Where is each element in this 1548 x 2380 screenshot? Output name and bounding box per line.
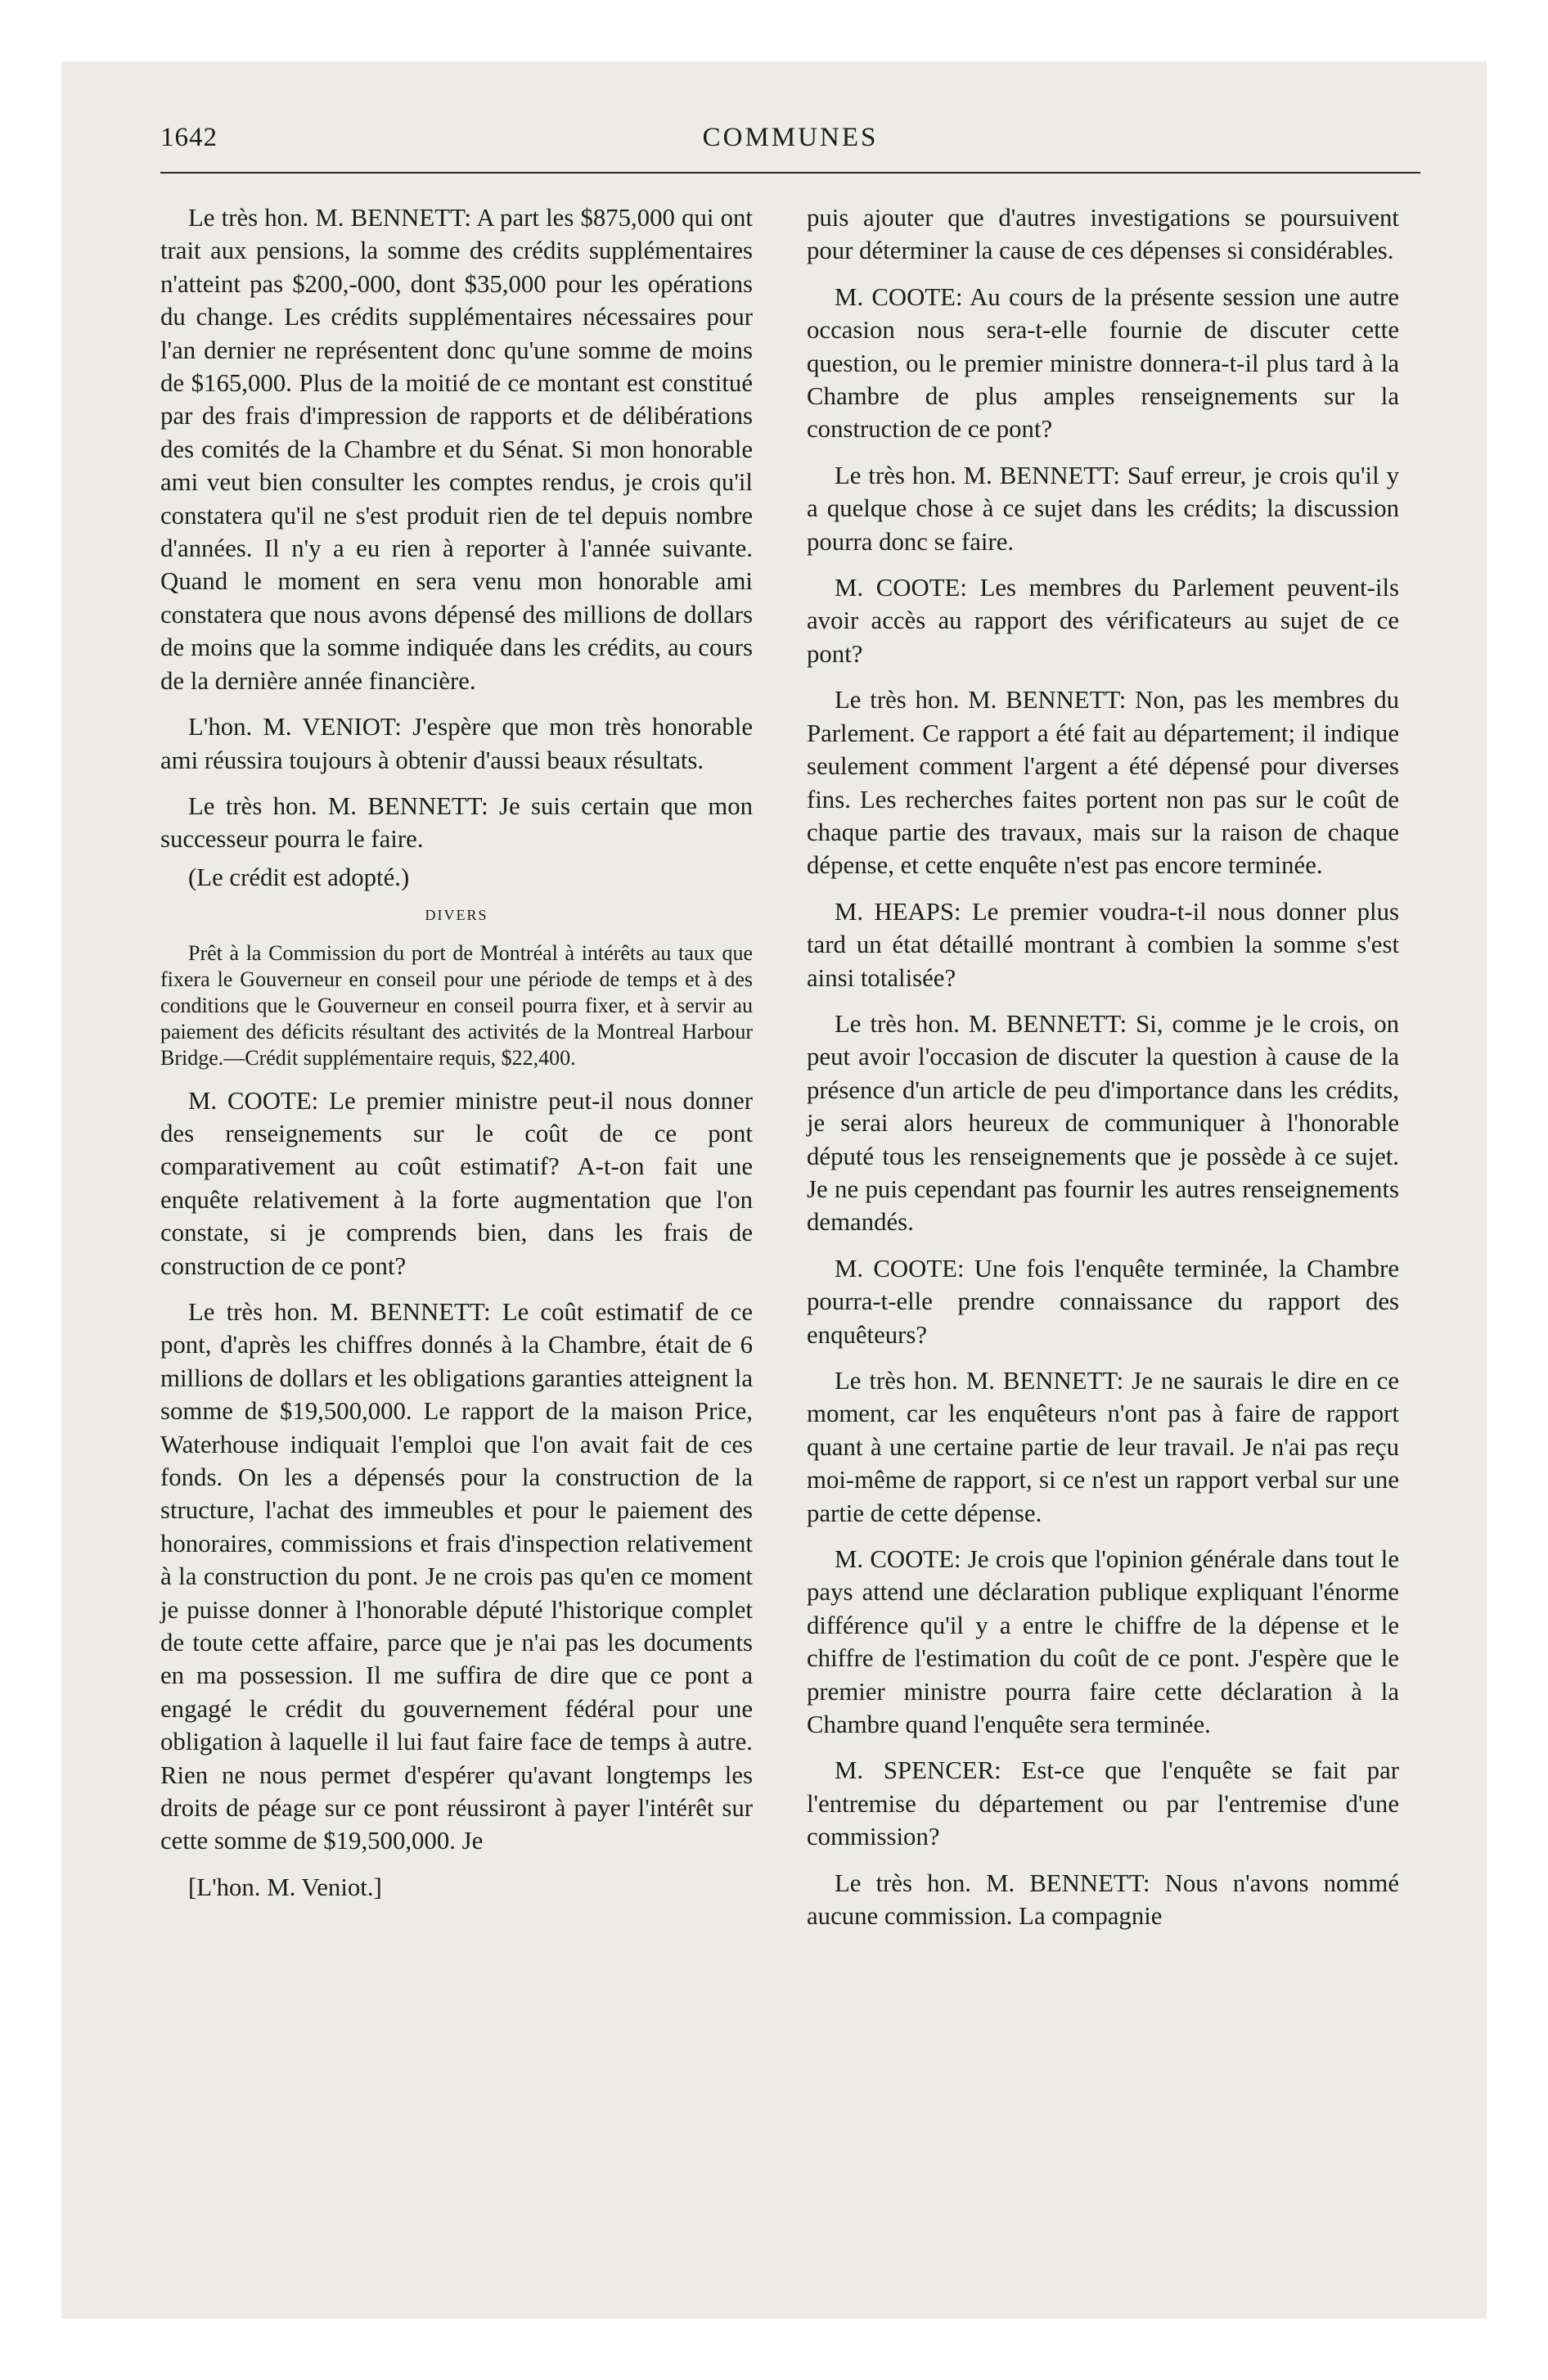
- paragraph-veniot-reply: L'hon. M. VENIOT: J'espère que mon très honorable ami réussira toujours à obtenir d'aussi beaux résultats.: [160, 713, 753, 774]
- paragraph-bennett-commission: Le très hon. M. BENNETT: Nous n'avons nommé aucune commission. La compagnie: [807, 1868, 1399, 1931]
- paragraph-bennett-sauf-erreur: Le très hon. M. BENNETT: Sauf erreur, je crois qu'il y a quelque chose à ce sujet dans les crédits; la discussion pourra donc se faire.: [807, 461, 1399, 556]
- paragraph-bennett-si-comme: Le très hon. M. BENNETT: Si, comme je le crois, on peut avoir l'occasion de discuter la question à cause de la présence d'un article de peu d'importance dans les crédits, je serai alors heureux de communiquer à l'honorable député tous les renseignements que je possède à ce sujet. Je ne puis cependant pas fournir les autres renseignements demandés.: [807, 1009, 1399, 1237]
- paragraph-bennett-ne-saurais: Le très hon. M. BENNETT: Je ne saurais le dire en ce moment, car les enquêteurs n'ont pas à faire de rapport quant à une certaine partie de leur travail. Je n'ai pas reçu moi-même de rapport, si ce n'est un rapport verbal sur une partie de cette dépense.: [807, 1367, 1399, 1527]
- paragraph-bennett-non: Le très hon. M. BENNETT: Non, pas les membres du Parlement. Ce rapport a été fait au département; il indique seulement comment l'argent a été dépensé pour diverses fins. Les recherches faites portent non pas sur le coût de chaque partie des travaux, mais sur la raison de chaque dépense, et cette enquête n'est pas encore terminée.: [807, 686, 1399, 880]
- folio-note: [L'hon. M. Veniot.]: [188, 1873, 382, 1901]
- paragraph-continuation: puis ajouter que d'autres investigations se poursuivent pour déterminer la cause de ces dépenses si considérables.: [807, 204, 1399, 265]
- paragraph-coote-members: M. COOTE: Les membres du Parlement peuvent-ils avoir accès au rapport des vérificateurs au sujet de ce pont?: [807, 574, 1399, 668]
- paragraph-coote-session: M. COOTE: Au cours de la présente session une autre occasion nous sera-t-elle fournie de discuter cette question, ou le premier ministre donnera-t-il plus tard à la Chambre de plus amples renseignements sur la construction de ce pont?: [807, 282, 1399, 444]
- paragraph-heaps-question: M. HEAPS: Le premier voudra-t-il nous donner plus tard un état détaillé montrant à combien la somme s'est ainsi totalisée?: [807, 897, 1399, 992]
- paragraph-coote-enquete: M. COOTE: Une fois l'enquête terminée, la Chambre pourra-t-elle prendre connaissance du rapport des enquêteurs?: [807, 1254, 1399, 1349]
- right-column: [807, 201, 1399, 1946]
- page-number: 1642: [160, 123, 218, 152]
- section-heading-divers: DIVERS: [425, 907, 488, 924]
- paragraph-credit-adopted: (Le crédit est adopté.): [188, 863, 410, 891]
- running-head: COMMUNES: [702, 123, 879, 152]
- supply-item-montreal-harbour: Prêt à la Commission du port de Montréal à intérêts au taux que fixera le Gouverneur en conseil pour une période de temps et à des conditions que le Gouverneur en conseil pourra fixer, et à servir au paiement des déficits résultant des activités de la Montreal Harbour Bridge.—Crédit supplémentaire requis, $22,400.: [160, 940, 753, 1070]
- paragraph-bennett-pensions: Le très hon. M. BENNETT: A part les $875,000 qui ont trait aux pensions, la somme des crédits supplémentaires n'atteint pas $200,-000, dont $35,000 pour les opérations du change. Les crédits supplémentaires nécessaires pour l'an dernier ne représentent donc qu'une somme de moins de $165,000. Plus de la moitié de ce montant est constitué par des frais d'impression de rapports et de délibérations des comités de la Chambre et du Sénat. Si mon honorable ami veut bien consulter les comptes rendus, je crois qu'il constatera qu'il ne s'est produit rien de tel depuis nombre d'années. Il n'y a eu rien à reporter à l'année suivante. Quand le moment en sera venu mon honorable ami constatera que nous avons dépensé des millions de dollars de moins que la somme indiquée dans les crédits, au cours de la dernière année financière.: [160, 204, 753, 695]
- hansard-page: [160, 123, 1420, 2275]
- left-column: [160, 201, 753, 1917]
- paragraph-coote-question: M. COOTE: Le premier ministre peut-il nous donner des renseignements sur le coût de ce pont comparativement au coût estimatif? A-t-on fait une enquête relativement à la forte augmentation que l'on constate, si je comprends bien, dans les frais de construction de ce pont?: [160, 1086, 753, 1280]
- paragraph-bennett-bridge-cost: Le très hon. M. BENNETT: Le coût estimatif de ce pont, d'après les chiffres donnés à la Chambre, était de 6 millions de dollars et les obligations garanties atteignent la somme de $19,500,000. Le rapport de la maison Price, Waterhouse indiquait l'emploi que l'on avait fait de ces fonds. On les a dépensés pour la construction de la structure, l'achat des immeubles et pour le paiement des honoraires, commissions et frais d'inspection relativement à la construction du pont. Je ne crois pas qu'en ce moment je puisse donner à l'honorable député l'historique complet de toute cette affaire, parce que je n'ai pas les documents en ma possession. Il me suffira de dire que ce pont a engagé le crédit du gouvernement fédéral pour une obligation à laquelle il lui faut faire face de temps à autre. Rien ne nous permet d'espérer qu'avant longtemps les droits de péage sur ce pont réussiront à payer l'intérêt sur cette somme de $19,500,000. Je: [160, 1297, 753, 1855]
- paragraph-coote-opinion: M. COOTE: Je crois que l'opinion générale dans tout le pays attend une déclaration publique expliquant l'énorme différence qu'il y a entre le chiffre de la dépense et le chiffre de l'estimation du coût de ce pont. J'espère que le premier ministre pourra faire cette déclaration à la Chambre quand l'enquête sera terminée.: [807, 1545, 1399, 1739]
- paragraph-bennett-successor: Le très hon. M. BENNETT: Je suis certain que mon successeur pourra le faire.: [160, 791, 753, 854]
- page-header: [160, 123, 1420, 174]
- paragraph-spencer-question: M. SPENCER: Est-ce que l'enquête se fait par l'entremise du département ou par l'entremise d'une commission?: [807, 1756, 1399, 1851]
